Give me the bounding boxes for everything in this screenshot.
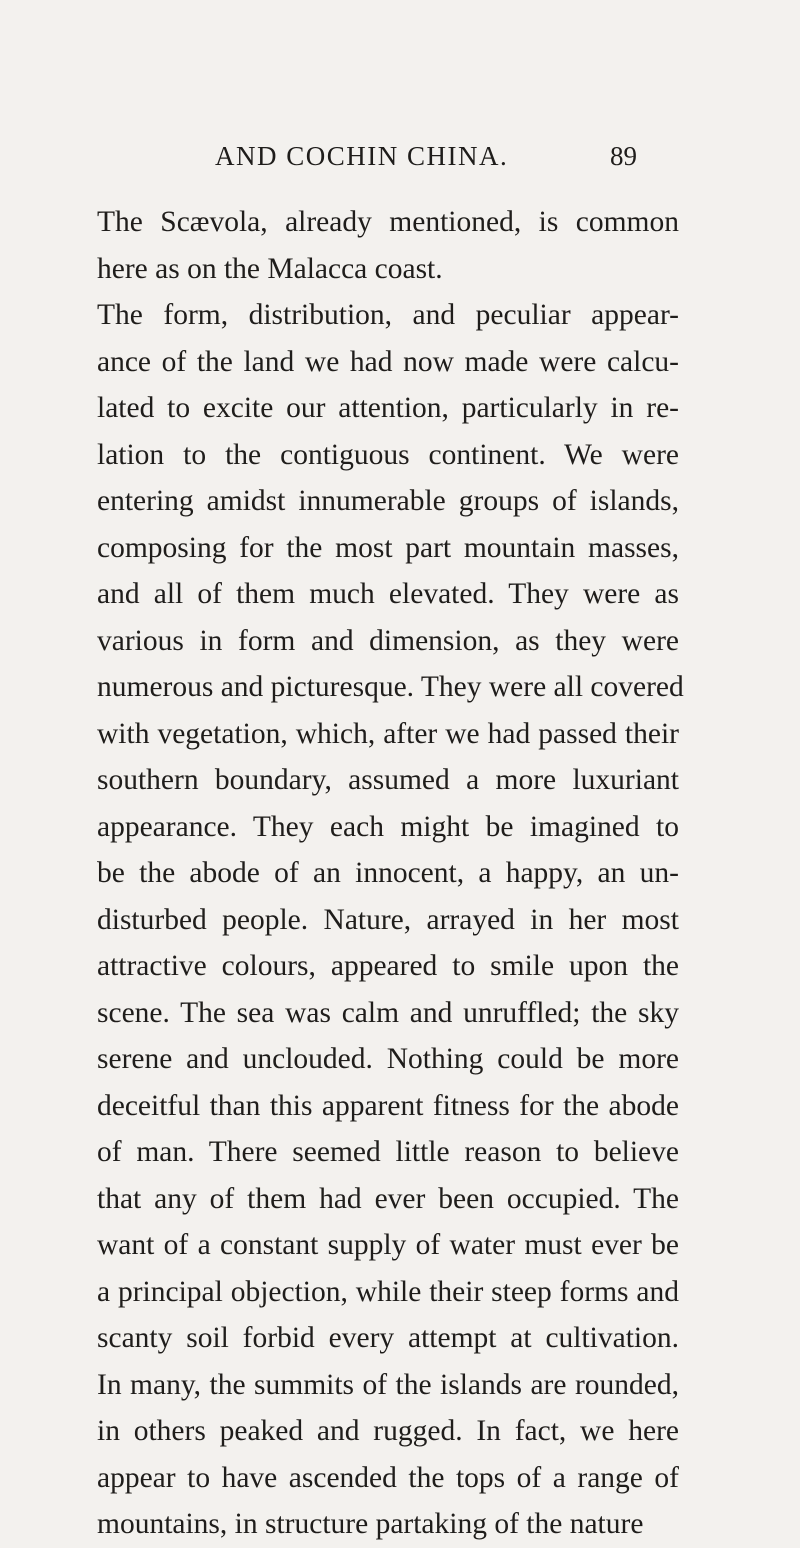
text-line: scene. The sea was calm and unruffled; the sky (97, 996, 679, 1029)
text-line: ance of the land we had now made were calcu- (97, 345, 679, 378)
text-line: numerous and picturesque. They were all covered (97, 671, 684, 703)
text-line: deceitful than this apparent fitness for the abode (97, 1089, 679, 1122)
text-line: a principal objection, while their steep forms and (97, 1275, 679, 1308)
text-line: The Scævola, already mentioned, is common (97, 206, 679, 238)
text-line: with vegetation, which, after we had passed their (97, 717, 679, 750)
text-line: lation to the contiguous continent. We were (97, 438, 679, 471)
text-line: In many, the summits of the islands are rounded, (97, 1368, 679, 1401)
text-line: mountains, in structure partaking of the nature (97, 1508, 644, 1540)
text-line: southern boundary, assumed a more luxuriant (97, 764, 679, 796)
text-line: attractive colours, appeared to smile upon the (97, 950, 679, 982)
running-head (0, 136, 800, 176)
text-line: of man. There seemed little reason to believe (97, 1136, 679, 1168)
text-line: that any of them had ever been occupied. The (97, 1182, 679, 1215)
text-line: in others peaked and rugged. In fact, we here (97, 1415, 679, 1447)
text-line: here as on the Malacca coast. (97, 252, 443, 285)
text-line: be the abode of an innocent, a happy, an un- (97, 857, 679, 889)
text-line: serene and unclouded. Nothing could be more (97, 1043, 679, 1075)
text-line: and all of them much elevated. They were as (97, 578, 679, 610)
body-text (97, 199, 684, 1548)
text-line: composing for the most part mountain masses, (97, 531, 679, 564)
text-line: The form, distribution, and peculiar appear- (97, 299, 679, 331)
text-line: lated to excite our attention, particularly in re- (97, 392, 679, 424)
text-line: various in form and dimension, as they were (97, 624, 679, 657)
text-line: want of a constant supply of water must ever be (97, 1229, 679, 1261)
text-line: appear to have ascended the tops of a range of (97, 1461, 679, 1494)
running-title: AND COCHIN CHINA. (215, 141, 509, 171)
text-line: disturbed people. Nature, arrayed in her most (97, 903, 679, 936)
text-line: entering amidst innumerable groups of islands, (97, 485, 679, 517)
text-line: appearance. They each might be imagined to (97, 810, 679, 843)
text-line: scanty soil forbid every attempt at cultivation. (97, 1322, 679, 1354)
page-number: 89 (610, 141, 637, 171)
